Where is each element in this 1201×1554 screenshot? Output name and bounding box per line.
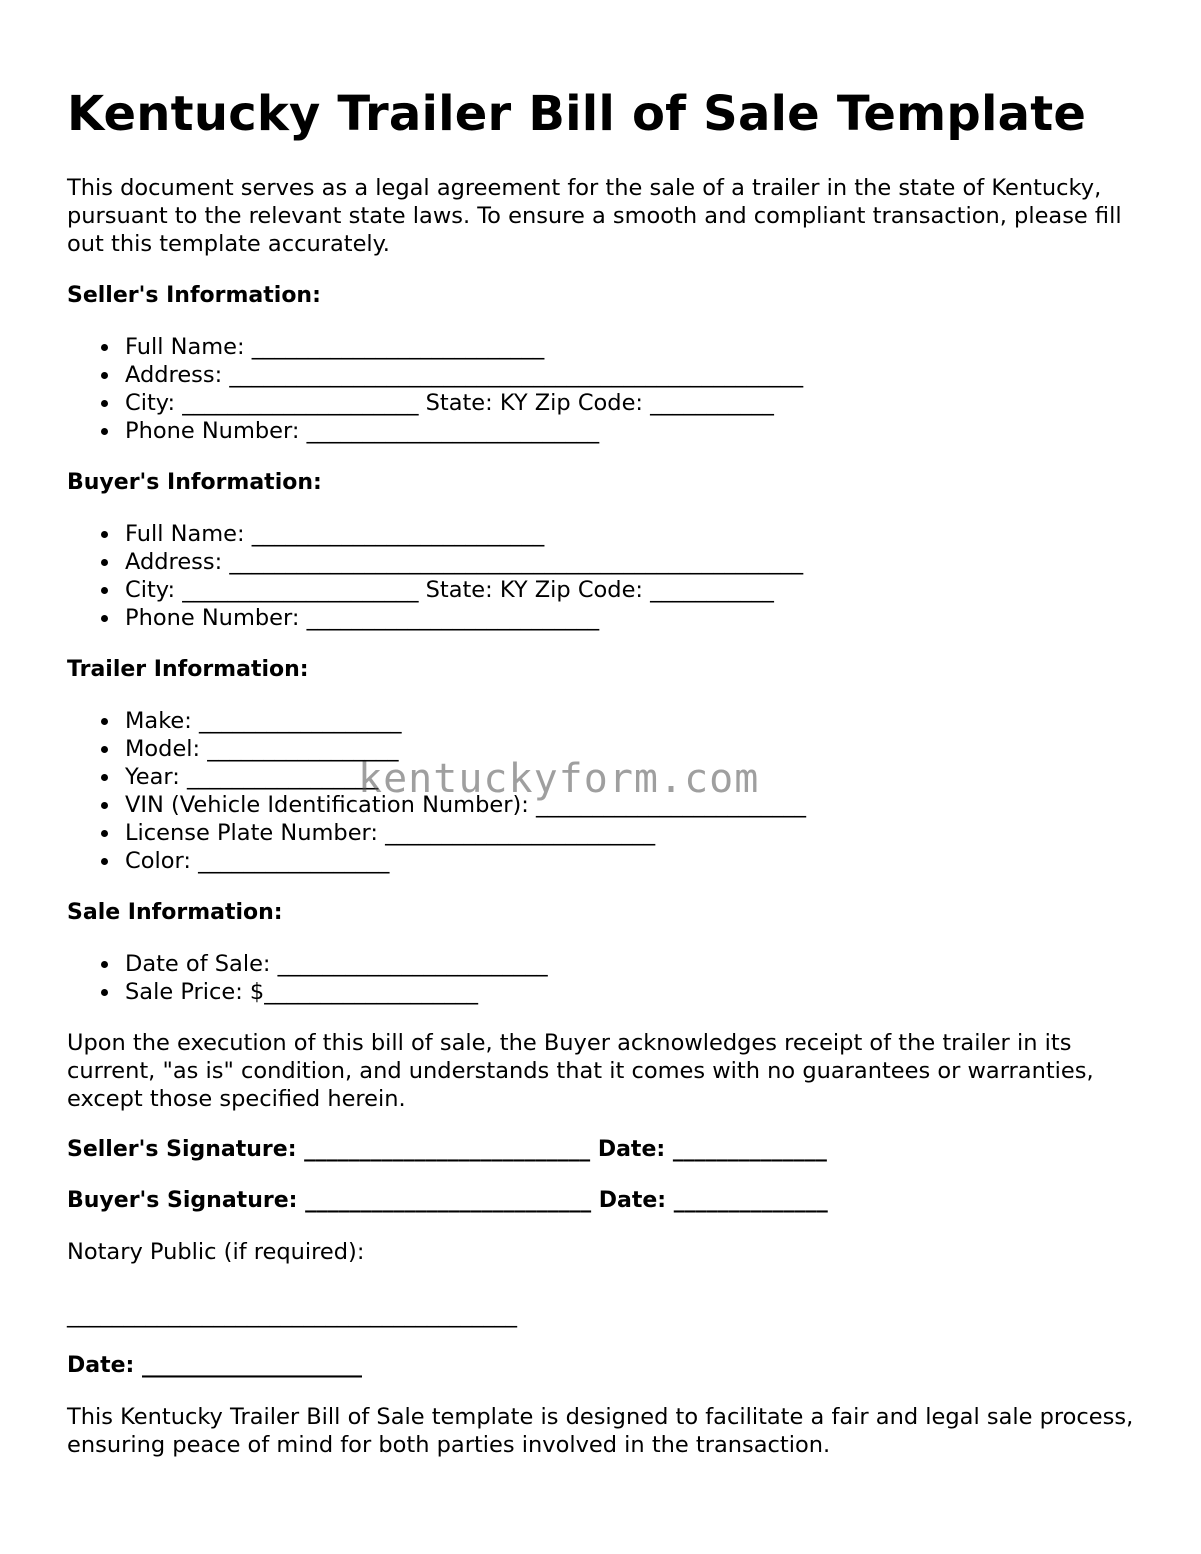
- acknowledgement-paragraph: Upon the execution of this bill of sale, the Buyer acknowledges receipt of the trailer in its current, "as is" condition, and understands that it comes with no guarantees or warranties, except those specified herein.: [67, 1030, 1094, 1112]
- notary-label: Notary Public (if required):: [67, 1239, 365, 1265]
- buyer-fields: [67, 520, 1157, 632]
- seller-phone-field: Phone Number: __________________________: [125, 417, 1157, 445]
- seller-heading: Seller's Information:: [67, 283, 321, 308]
- watermark-text: kentuckyform.com: [358, 756, 760, 802]
- buyer-heading: Buyer's Information:: [67, 470, 322, 495]
- sale-date-field: Date of Sale: ________________________: [125, 950, 1157, 978]
- trailer-color-field: Color: _________________: [125, 847, 1157, 875]
- intro-paragraph: This document serves as a legal agreement for the sale of a trailer in the state of Kentucky, pursuant to the relevant state laws. To ensure a smooth and compliant transaction, please fill out this template accurately.: [67, 175, 1122, 257]
- sale-heading: Sale Information:: [67, 900, 283, 925]
- notary-signature-line: ________________________________________: [67, 1302, 517, 1328]
- trailer-year-field: Year: _________________: [125, 763, 1157, 791]
- page-title: Kentucky Trailer Bill of Sale Template: [67, 86, 1087, 142]
- trailer-plate-field: License Plate Number: ________________________: [125, 819, 1157, 847]
- sale-price-field: Sale Price: $___________________: [125, 978, 1157, 1006]
- seller-address-field: Address: ___________________________________________________: [125, 361, 1157, 389]
- notary-date-line: Date: ____________________: [67, 1353, 363, 1378]
- buyer-full-name-field: Full Name: __________________________: [125, 520, 1157, 548]
- closing-paragraph: This Kentucky Trailer Bill of Sale template is designed to facilitate a fair and legal sale process, ensuring peace of mind for both parties involved in the transaction.: [67, 1404, 1134, 1458]
- seller-signature-line: Seller's Signature: __________________________ Date: ______________: [67, 1137, 827, 1162]
- buyer-address-field: Address: ___________________________________________________: [125, 548, 1157, 576]
- seller-city-field: City: _____________________ State: KY Zip Code: ___________: [125, 389, 1157, 417]
- buyer-city-field: City: _____________________ State: KY Zip Code: ___________: [125, 576, 1157, 604]
- trailer-make-field: Make: __________________: [125, 707, 1157, 735]
- trailer-heading: Trailer Information:: [67, 657, 309, 682]
- buyer-signature-line: Buyer's Signature: __________________________ Date: ______________: [67, 1188, 828, 1213]
- seller-fields: [67, 333, 1157, 445]
- sale-fields: [67, 950, 1157, 1006]
- trailer-model-field: Model: _________________: [125, 735, 1157, 763]
- buyer-phone-field: Phone Number: __________________________: [125, 604, 1157, 632]
- seller-full-name-field: Full Name: __________________________: [125, 333, 1157, 361]
- trailer-vin-field: VIN (Vehicle Identification Number): ________________________: [125, 791, 1157, 819]
